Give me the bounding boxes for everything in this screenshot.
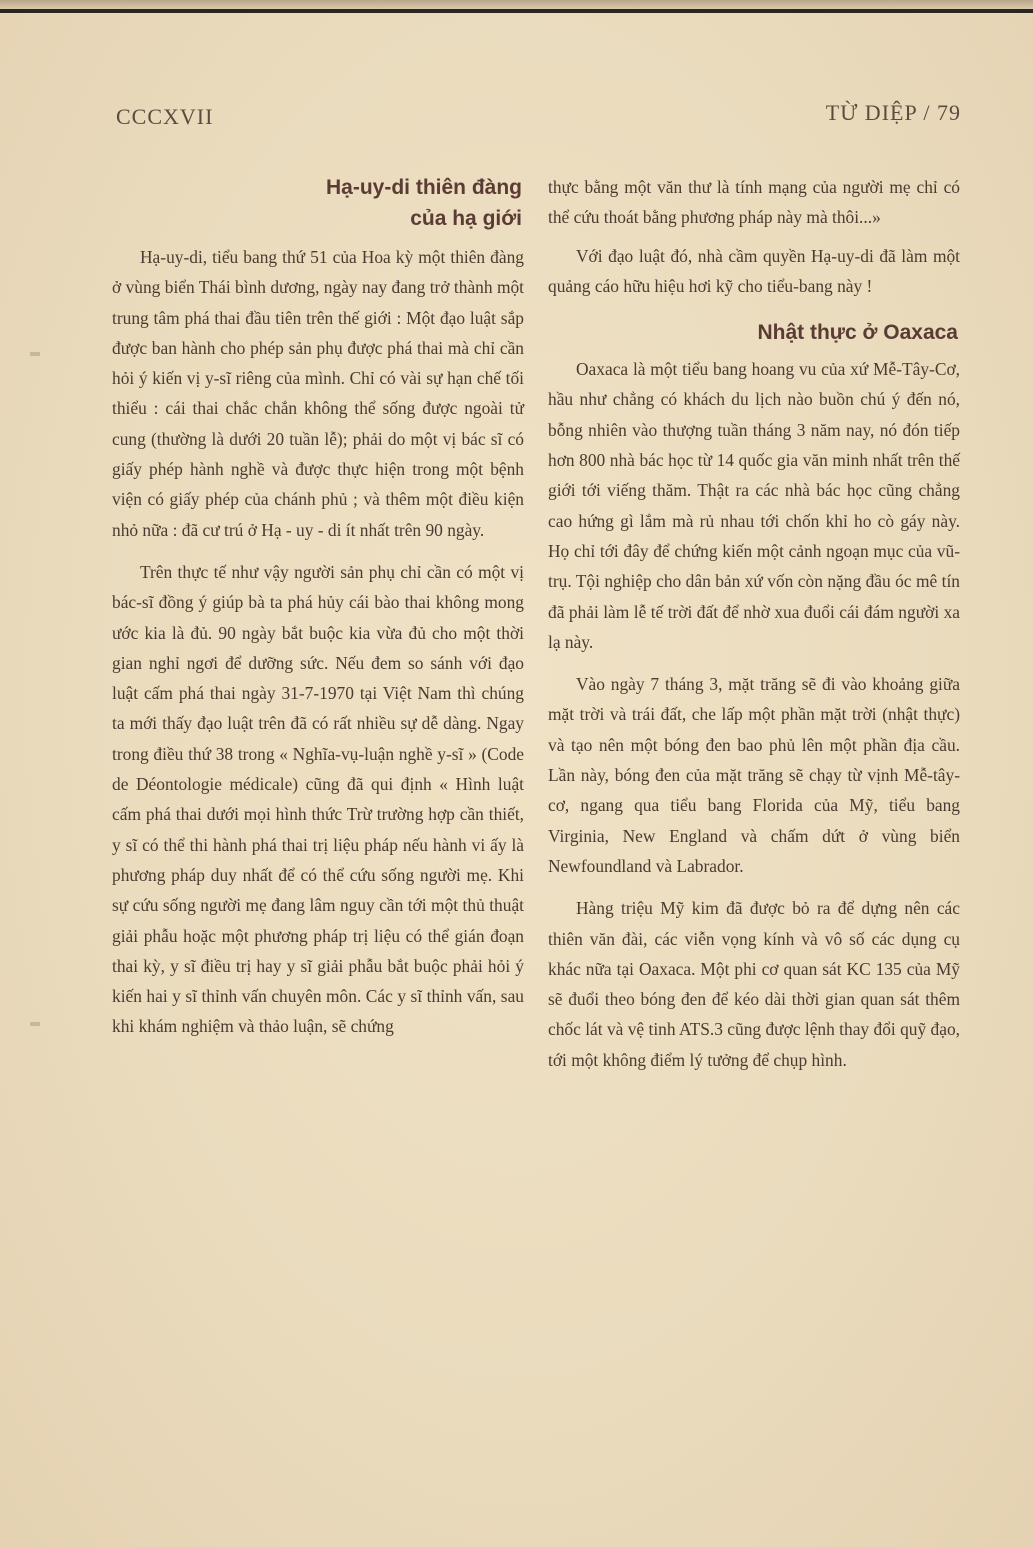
margin-mark (30, 352, 40, 356)
paragraph: thực bằng một văn thư là tính mạng của người mẹ chỉ có thể cứu thoát bằng phương pháp này mà thôi...» (548, 177, 960, 228)
paragraph: Vào ngày 7 tháng 3, mặt trăng sẽ đi vào khoảng giữa mặt trời và trái đất, che lấp một phần mặt trời (nhật thực) và tạo nên một bóng đen bao phủ lên một phần địa cầu. Lần này, bóng đen của mặt trăng sẽ chạy từ vịnh Mễ-tây-cơ, ngang qua tiểu bang Florida của Mỹ, tiểu bang Virginia, New England và chấm dứt ở vùng biển Newfoundland và Labrador. (548, 674, 960, 876)
page-header-right: TỪ DIỆP / 79 (825, 100, 961, 125)
page-header-left: CCCXVII (116, 104, 214, 129)
left-column (112, 172, 524, 1042)
paragraph: Hàng triệu Mỹ kim đã được bỏ ra để dựng nên các thiên văn đài, các viễn vọng kính và vô số các dụng cụ khác nữa tại Oaxaca. Một phi cơ quan sát KC 135 của Mỹ sẽ đuổi theo bóng đen để kéo dài thời gian quan sát thêm chốc lát và vệ tinh ATS.3 cũng được lệnh thay đổi quỹ đạo, tới một không điểm lý tưởng để chụp hình. (548, 898, 960, 1070)
article-title-line-2: của hạ giới (410, 207, 522, 230)
margin-mark (30, 1022, 40, 1026)
article-title-line-1: Hạ-uy-di thiên đàng (326, 176, 522, 199)
article-title-eclipse: Nhật thực ở Oaxaca (757, 321, 958, 345)
article-title-hawaii (112, 172, 522, 234)
paragraph: Trên thực tế như vậy người sản phụ chỉ cần có một vị bác-sĩ đồng ý giúp bà ta phá hủy cái bào thai không mong ước kia là đủ. 90 ngày bắt buộc kia vừa đủ cho một thời gian nghỉ ngơi để dưỡng sức. Nếu đem so sánh với đạo luật cấm phá thai ngày 31-7-1970 tại Việt Nam thì chúng ta mới thấy đạo luật trên đã có rất nhiều sự dễ dàng. Ngay trong điều thứ 38 trong « Nghĩa-vụ-luận nghề y-sĩ » (Code de Déontologie médicale) cũng đã qui định « Hình luật cấm phá thai dưới mọi hình thức Trừ trường hợp cần thiết, y sĩ có thể thi hành phá thai trị liệu pháp nếu hành vi ấy là phương pháp duy nhất để có thể cứu sống người mẹ. Khi sự cứu sống người mẹ đang lâm nguy cần tới một thủ thuật giải phẫu hoặc một phương pháp trị liệu có thể gián đoạn thai kỳ, y sĩ điều trị hay y sĩ giải phẫu bắt buộc phải hỏi ý kiến hai y sĩ thỉnh vấn chuyên môn. Các y sĩ thỉnh vấn, sau khi khám nghiệm và thảo luận, sẽ chứng (112, 561, 524, 1037)
paragraph: Hạ-uy-di, tiểu bang thứ 51 của Hoa kỳ một thiên đàng ở vùng biển Thái bình dương, ngày nay đang trở thành một trung tâm phá thai đầu tiên trên thế giới : Một đạo luật sắp được ban hành cho phép sản phụ được phá thai mà chỉ cần hỏi ý kiến vị y-sĩ riêng của mình. Chỉ có vài sự hạn chế tối thiểu : cái thai chắc chắn không thể sống được ngoài tử cung (thường là dưới 20 tuần lễ); phải do một vị bác sĩ có giấy phép hành nghề và được thực hiện trong một bệnh viện có giấy phép của chánh phủ ; và thêm một điều kiện nhỏ nữa : đã cư trú ở Hạ - uy - di ít nhất trên 90 ngày. (112, 247, 524, 540)
paragraph: Oaxaca là một tiểu bang hoang vu của xứ Mễ-Tây-Cơ, hầu như chẳng có khách du lịch nào buồn chú ý đến nó, bỗng nhiên vào thượng tuần tháng 3 năm nay, nó đón tiếp hơn 800 nhà bác học từ 14 quốc gia văn minh nhất trên thế giới tới viếng thăm. Thật ra các nhà bác học cũng chẳng cao hứng gì lắm mà rủ nhau tới chốn khỉ ho cò gáy này. Họ chỉ tới đây để chứng kiến một cảnh ngoạn mục của vũ-trụ. Tội nghiệp cho dân bản xứ vốn còn nặng đầu óc mê tín đã phải làm lễ tế trời đất để nhờ xua đuổi cái đám người xa lạ này. (548, 359, 960, 652)
paragraph: Với đạo luật đó, nhà cầm quyền Hạ-uy-di đã làm một quảng cáo hữu hiệu hơi kỹ cho tiểu-bang này ! (548, 245, 960, 296)
right-column (548, 172, 960, 1075)
page-top-rule (0, 9, 1033, 13)
